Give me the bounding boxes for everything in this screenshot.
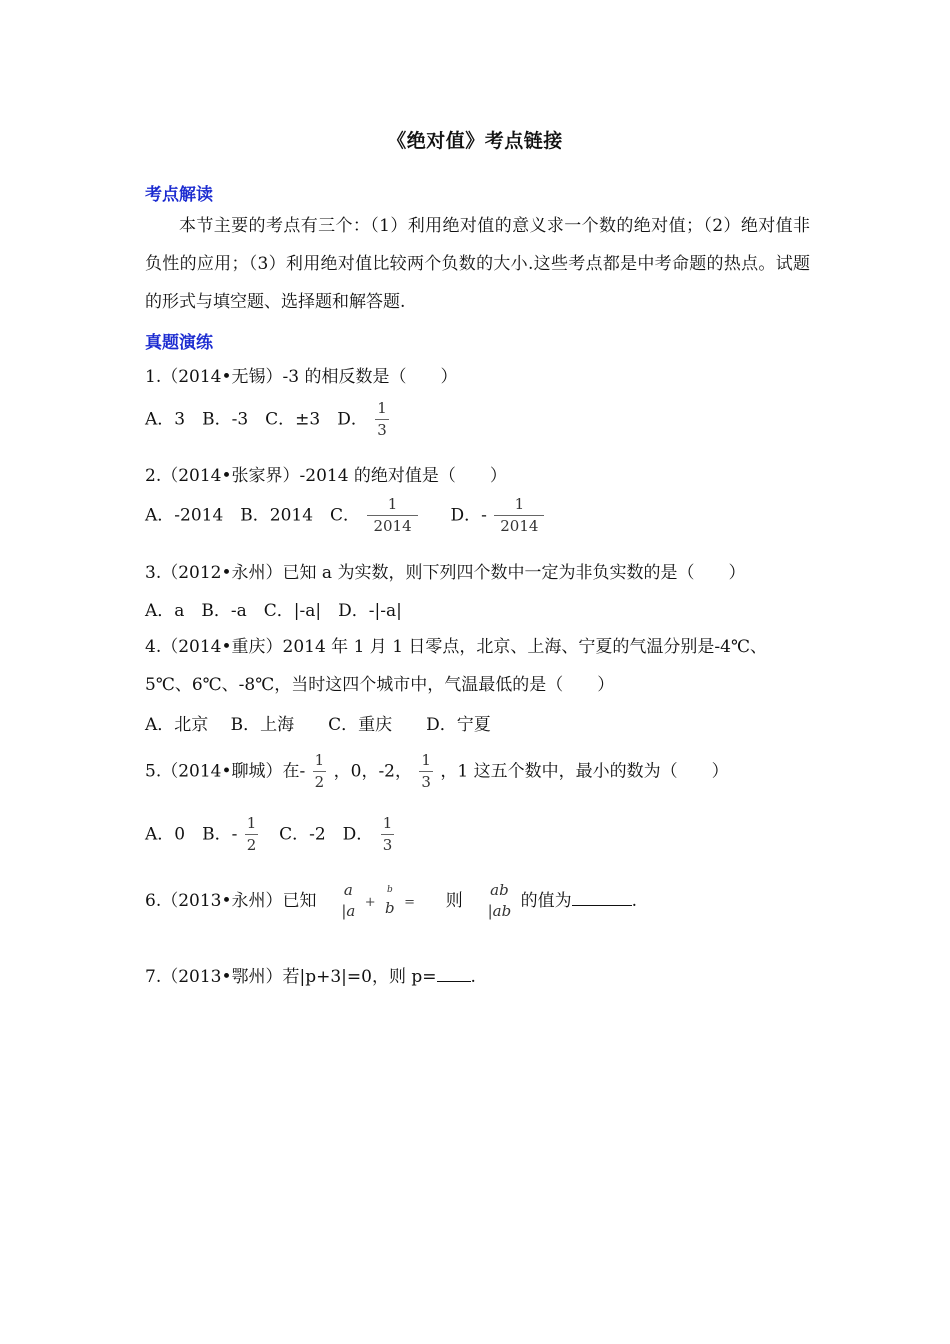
question-1-options-text: A．3 B．-3 C．±3 D． bbox=[145, 409, 368, 430]
question-7-stem bbox=[145, 962, 476, 987]
fraction-numerator: 1 bbox=[246, 814, 257, 832]
fraction-denominator: 2 bbox=[314, 773, 325, 792]
question-2-options-ab: A．-2014 B．2014 C． bbox=[145, 505, 361, 526]
section-heading-practice: 真题演练 bbox=[145, 333, 213, 353]
question-5-prefix: 5.（2014•聊城）在- bbox=[145, 761, 306, 782]
page-title: 《绝对值》考点链接 bbox=[387, 130, 563, 152]
question-6-term-b bbox=[383, 885, 397, 917]
fraction-numerator: 1 bbox=[421, 751, 431, 769]
fraction-denominator: b bbox=[385, 898, 395, 917]
question-6-stem bbox=[145, 882, 637, 921]
question-4-options: A．北京 B．上海 C．重庆 D．宁夏 bbox=[145, 715, 491, 735]
question-6-term-a bbox=[339, 882, 357, 921]
question-4-stem-line-2: 5℃、6℃、-8℃，当时这四个城市中，气温最低的是（ ） bbox=[145, 675, 615, 695]
analysis-paragraph: 本节主要的考点有三个：（1）利用绝对值的意义求一个数的绝对值；（2）绝对值非负性的应用；（3）利用绝对值比较两个负数的大小.这些考点都是中考命题的热点。试题的形式与填空题、选择题和解答题. bbox=[145, 216, 810, 312]
fraction-denominator: |ab bbox=[487, 902, 512, 921]
question-5-middle: ，0，-2， bbox=[333, 761, 413, 782]
question-3-stem: 3.（2012•永州）已知 a 为实数，则下列四个数中一定为非负实数的是（ ） bbox=[145, 563, 746, 583]
question-6-equals: = bbox=[404, 894, 415, 910]
question-6-plus: + bbox=[364, 894, 376, 910]
question-6-then: 则 bbox=[445, 890, 463, 911]
question-1-stem: 1.（2014•无锡）-3 的相反数是（ ） bbox=[145, 367, 458, 387]
question-2-stem: 2.（2014•张家界）-2014 的绝对值是（ ） bbox=[145, 466, 507, 486]
question-4-stem-line-1: 4.（2014•重庆）2014 年 1 月 1 日零点，北京、上海、宁夏的气温分别是-4℃、 bbox=[145, 637, 768, 657]
fraction-denominator: |a bbox=[341, 902, 356, 921]
question-7-end: . bbox=[470, 967, 476, 987]
question-6-answer-blank[interactable] bbox=[572, 889, 632, 906]
question-1-options bbox=[145, 400, 391, 440]
fraction-numerator: a bbox=[343, 881, 353, 899]
question-3-options: A．a B．-a C．|-a| D．-|-a| bbox=[145, 601, 402, 621]
question-5-fraction-2 bbox=[419, 752, 433, 792]
question-6-end: . bbox=[631, 890, 638, 911]
question-2-option-d-label: D．- bbox=[450, 505, 487, 526]
fraction-numerator: 1 bbox=[382, 814, 393, 832]
question-7-answer-blank[interactable] bbox=[437, 965, 471, 982]
fraction-numerator: 1 bbox=[314, 751, 325, 769]
section-heading-analysis: 考点解读 bbox=[145, 185, 213, 205]
fraction-denominator: 2 bbox=[246, 836, 257, 855]
fraction-denominator: 3 bbox=[421, 773, 431, 792]
question-5-option-a-b-label: A．0 B．- bbox=[145, 824, 238, 845]
question-5-options bbox=[145, 815, 396, 855]
fraction-numerator: 1 bbox=[387, 495, 398, 513]
fraction-denominator: 2014 bbox=[494, 515, 544, 535]
question-6-suffix: 的值为 bbox=[520, 890, 572, 911]
question-2-options bbox=[145, 496, 546, 536]
fraction-numerator: 1 bbox=[514, 495, 525, 513]
fraction-denominator: 3 bbox=[382, 836, 393, 855]
fraction-numerator: ab bbox=[490, 881, 509, 899]
question-1-option-d-fraction bbox=[375, 400, 389, 440]
fraction-denominator: 3 bbox=[377, 421, 387, 440]
question-5-fraction-1 bbox=[313, 752, 327, 792]
question-5-stem bbox=[145, 752, 729, 792]
question-2-option-d-fraction bbox=[494, 496, 544, 536]
question-6-prefix: 6.（2013•永州）已知 bbox=[145, 890, 317, 911]
question-5-option-b-fraction bbox=[245, 815, 259, 855]
question-5-suffix: ，1 这五个数中，最小的数为（ ） bbox=[440, 761, 729, 782]
question-2-option-c-fraction bbox=[367, 496, 417, 536]
question-7-text: 7.（2013•鄂州）若|p+3|=0，则 p= bbox=[145, 967, 437, 987]
fraction-denominator: 2014 bbox=[367, 515, 417, 535]
fraction-numerator: 1 bbox=[377, 399, 387, 417]
question-5-option-d-fraction bbox=[381, 815, 395, 855]
fraction-numerator: b bbox=[386, 885, 393, 896]
question-5-option-c-d-label: C．-2 D． bbox=[279, 824, 374, 845]
question-6-term-ab bbox=[486, 882, 514, 921]
